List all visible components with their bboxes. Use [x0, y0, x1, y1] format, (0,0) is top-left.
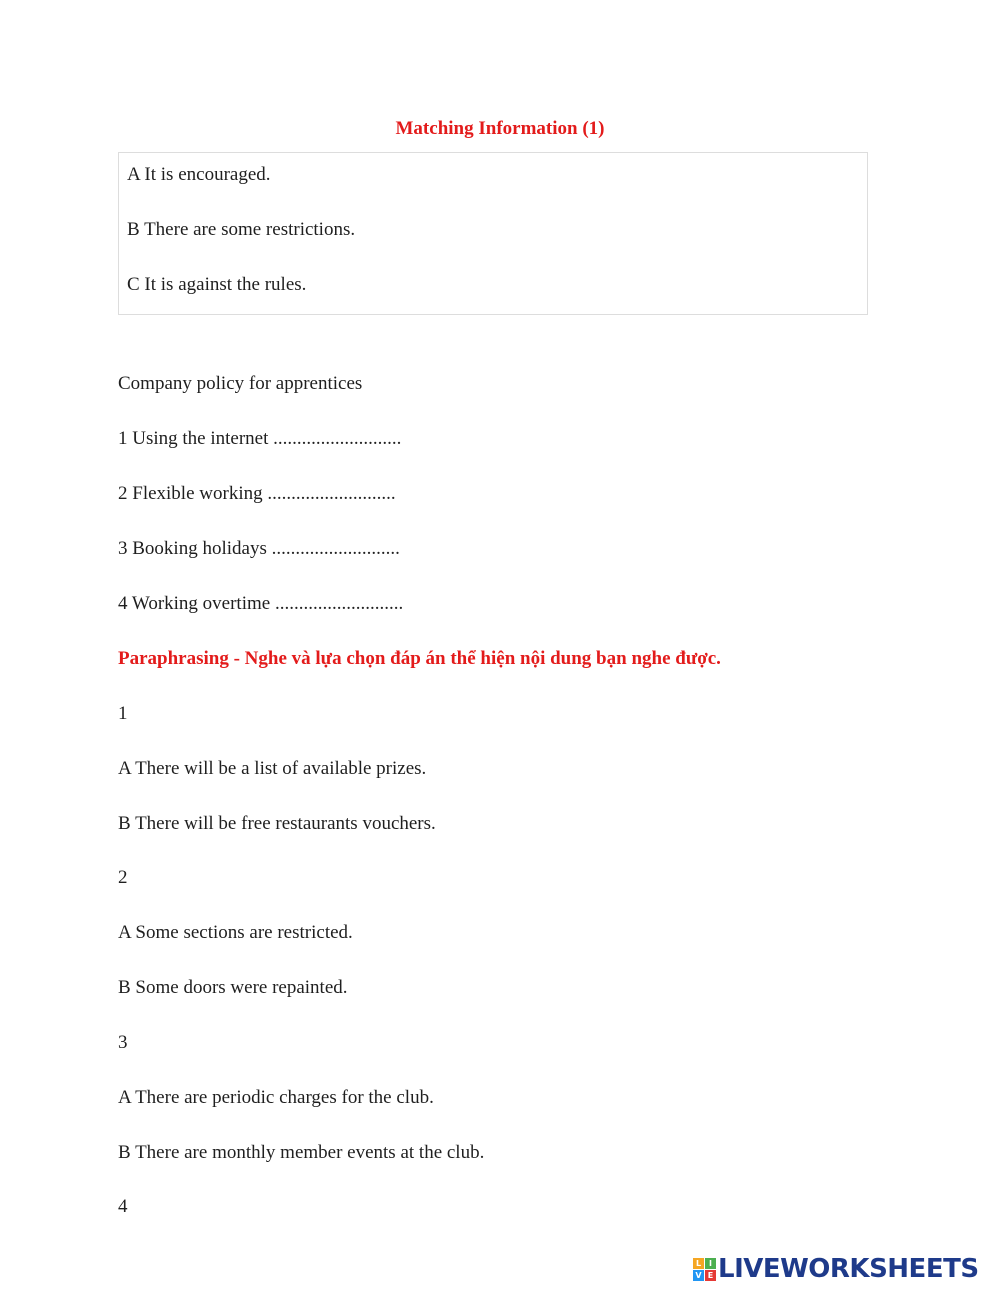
logo-mark-cell: L — [693, 1258, 704, 1269]
options-box — [118, 152, 868, 315]
question-option-a: A There will be a list of available prizes. — [118, 758, 427, 779]
question-option-a: A There are periodic charges for the club. — [118, 1087, 434, 1108]
policy-item-4: 4 Working overtime ........................... — [118, 593, 404, 614]
liveworksheets-logo — [693, 1254, 979, 1284]
logo-mark-cell: I — [705, 1258, 716, 1269]
question-option-b: B There will be free restaurants vouchers. — [118, 813, 436, 834]
logo-mark-cell: E — [705, 1270, 716, 1281]
option-a: A It is encouraged. — [127, 164, 271, 185]
question-option-b: B Some doors were repainted. — [118, 977, 348, 998]
policy-item-1: 1 Using the internet ........................... — [118, 428, 402, 449]
logo-text: LIVEWORKSHEETS — [718, 1254, 979, 1284]
question-option-a: A Some sections are restricted. — [118, 922, 353, 943]
section-intro: Company policy for apprentices — [118, 373, 363, 394]
page-title: Matching Information (1) — [395, 118, 605, 139]
logo-mark-cell: V — [693, 1270, 704, 1281]
question-number: 3 — [118, 1032, 128, 1053]
question-number: 4 — [118, 1196, 128, 1217]
question-option-b: B There are monthly member events at the club. — [118, 1142, 485, 1163]
option-c: C It is against the rules. — [127, 274, 307, 295]
question-number: 2 — [118, 867, 128, 888]
paraphrasing-heading: Paraphrasing - Nghe và lựa chọn đáp án thể hiện nội dung bạn nghe được. — [118, 648, 721, 669]
question-number: 1 — [118, 703, 128, 724]
logo-mark-icon — [693, 1258, 716, 1281]
option-b: B There are some restrictions. — [127, 219, 356, 240]
policy-item-2: 2 Flexible working ........................... — [118, 483, 396, 504]
policy-item-3: 3 Booking holidays ........................... — [118, 538, 400, 559]
